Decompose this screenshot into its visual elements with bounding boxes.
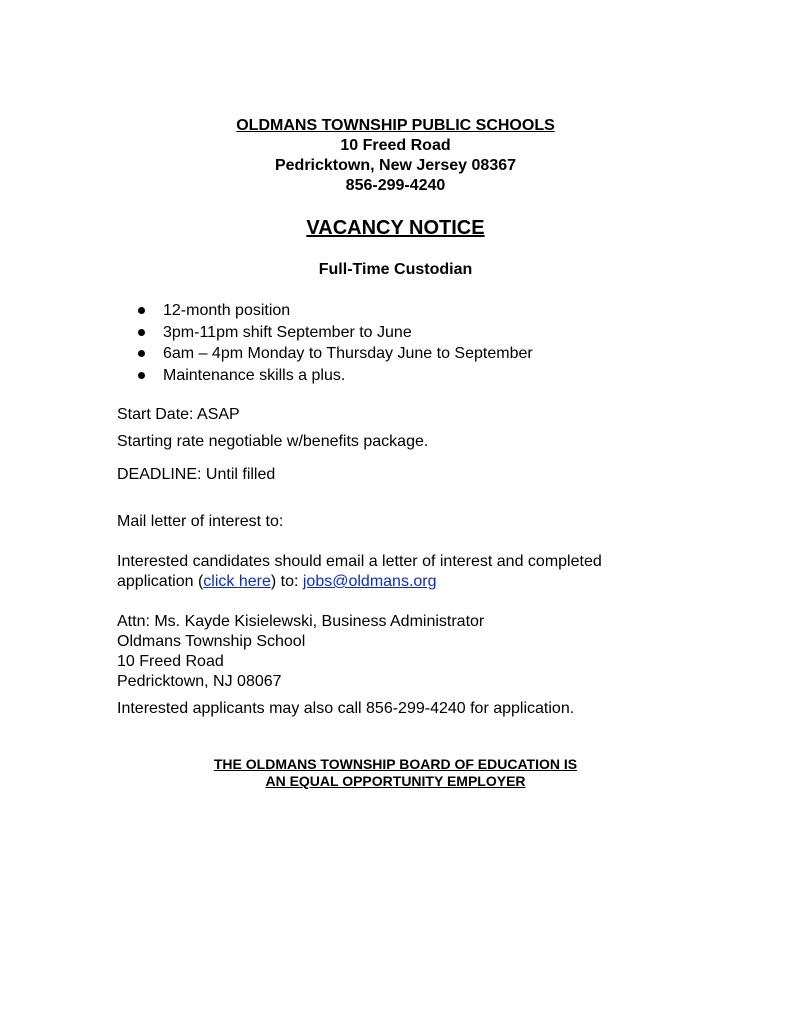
email-instructions-middle: ) to: [270, 573, 303, 590]
contact-attn: Attn: Ms. Kayde Kisielewski, Business Administrator [117, 613, 485, 630]
footer-line-2: AN EQUAL OPPORTUNITY EMPLOYER [265, 773, 526, 789]
phone-note: Interested applicants may also call 856-299-4240 for application. [117, 700, 575, 717]
organization-street: 10 Freed Road [340, 137, 451, 154]
application-link[interactable]: click here [203, 573, 271, 590]
email-instructions-prefix: application ( [117, 573, 204, 590]
organization-city: Pedricktown, New Jersey 08367 [274, 157, 517, 174]
deadline: DEADLINE: Until filled [117, 466, 276, 483]
email-instructions-line2 [117, 572, 437, 592]
email-link[interactable]: jobs@oldmans.org [302, 573, 437, 590]
bullet-icon [138, 307, 145, 314]
requirements-list [137, 300, 533, 386]
bullet-icon [138, 350, 145, 357]
organization-phone: 856-299-4240 [345, 177, 446, 194]
bullet-icon [138, 329, 145, 336]
starting-rate: Starting rate negotiable w/benefits package. [117, 433, 429, 450]
equal-opportunity-statement [0, 756, 791, 790]
list-item-text: 3pm-11pm shift September to June [163, 323, 412, 341]
list-item [137, 322, 533, 344]
organization-name: OLDMANS TOWNSHIP PUBLIC SCHOOLS [236, 117, 555, 134]
list-item [137, 365, 533, 387]
letterhead [0, 116, 791, 196]
contact-street: 10 Freed Road [117, 653, 224, 670]
page-title: VACANCY NOTICE [306, 217, 485, 239]
bullet-icon [138, 372, 145, 379]
contact-school: Oldmans Township School [117, 633, 306, 650]
footer-line-1: THE OLDMANS TOWNSHIP BOARD OF EDUCATION IS [213, 756, 578, 772]
email-instructions-line1: Interested candidates should email a letter of interest and completed [117, 553, 602, 570]
list-item [137, 300, 533, 322]
list-item-text: 12-month position [163, 302, 291, 319]
list-item [137, 343, 533, 365]
list-item-text: 6am – 4pm Monday to Thursday June to September [163, 345, 533, 362]
position-title: Full-Time Custodian [318, 261, 473, 278]
start-date: Start Date: ASAP [117, 406, 240, 423]
mail-instructions: Mail letter of interest to: [117, 513, 284, 530]
list-item-text: Maintenance skills a plus. [163, 366, 346, 384]
contact-city: Pedricktown, NJ 08067 [117, 673, 282, 690]
